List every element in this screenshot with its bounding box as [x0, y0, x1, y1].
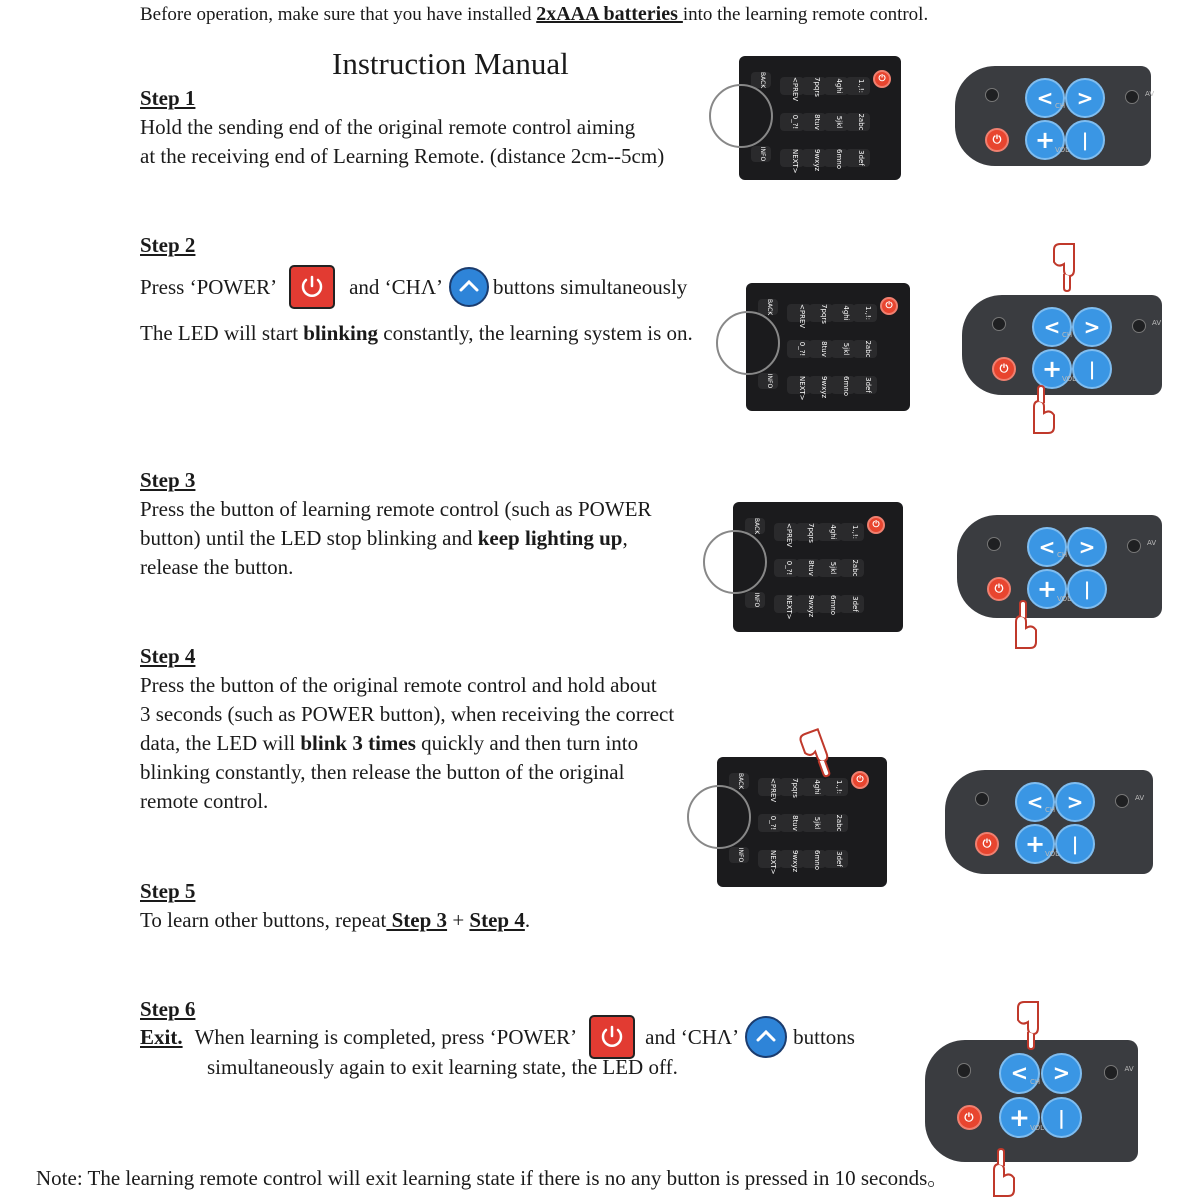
remote-key: INFO — [729, 847, 749, 863]
step1-line2: at the receiving end of Learning Remote. (distance 2cm--5cm) — [140, 144, 665, 168]
step3-line3: release the button. — [140, 555, 294, 579]
step4-block — [140, 642, 674, 816]
remote-key: 4ghi — [831, 304, 855, 322]
step3-heading: Step 3 — [140, 468, 196, 492]
remote-key: 7pqrs — [802, 77, 826, 95]
vol-label: VOL — [1062, 375, 1077, 383]
step2-line2: The LED will start blinking constantly, the learning system is on. — [140, 321, 693, 345]
remote-key: BACK — [729, 773, 749, 789]
original-remote-4 — [717, 757, 887, 887]
chevron-up-icon — [745, 1016, 787, 1058]
remote-key: NEXT> — [787, 376, 811, 394]
remote-key: 2abc — [846, 113, 870, 131]
remote-key: 3def — [853, 376, 877, 394]
remote-key: 8tuv — [796, 559, 820, 577]
intro-text: Before operation, make sure that you have installed 2xAAA batteries into the learning remote control. — [140, 3, 929, 25]
minus-icon: | — [1041, 1097, 1083, 1139]
plus-icon: + — [1027, 569, 1067, 609]
step3-line2: button) until the LED stop blinking and keep lighting up, — [140, 526, 628, 550]
footer-note: Note: The learning remote control will exit learning state if there is no any button is pressed in 10 seconds。 — [36, 1166, 949, 1190]
plus-icon: + — [999, 1097, 1041, 1139]
step1-heading: Step 1 — [140, 86, 196, 110]
remote-key: <PREV — [774, 523, 798, 541]
remote-key: <PREV — [780, 77, 804, 95]
chevron-left-icon: < — [1015, 782, 1055, 822]
remote-key: 9wxyz — [802, 149, 826, 167]
remote-key: INFO — [745, 592, 765, 608]
ch-label: CH — [1045, 806, 1056, 814]
minus-icon: | — [1067, 569, 1107, 609]
remote-key: 5jkl — [802, 814, 826, 832]
remote-key: 1.,!: — [824, 778, 848, 796]
step4-line5: remote control. — [140, 789, 269, 813]
learning-remote-1 — [955, 66, 1151, 166]
vol-label: VOL — [1030, 1124, 1045, 1132]
original-remote-1 — [739, 56, 901, 180]
remote-key: NEXT> — [780, 149, 804, 167]
remote-key: 1.,!: — [853, 304, 877, 322]
vol-label: VOL — [1057, 595, 1072, 603]
minus-icon: | — [1055, 824, 1095, 864]
remote-key: 8tuv — [780, 814, 804, 832]
pointing-hand-icon — [1048, 242, 1088, 292]
remote-key: BACK — [758, 299, 778, 315]
ch-label: CH — [1062, 331, 1073, 339]
remote-key: 4ghi — [824, 77, 848, 95]
av-label: AV — [1152, 319, 1162, 327]
remote-key: BACK — [745, 518, 765, 534]
remote-key: 2abc — [840, 559, 864, 577]
chevron-right-icon: > — [1072, 307, 1112, 347]
remote-key: 2abc — [853, 340, 877, 358]
vol-label: VOL — [1055, 146, 1070, 154]
chevron-left-icon: < — [1027, 527, 1067, 567]
remote-key: 6mno — [802, 850, 826, 868]
step1-block — [140, 84, 664, 171]
power-icon: ⏻ — [975, 832, 999, 856]
plus-icon: + — [1032, 349, 1072, 389]
remote-key: 8tuv — [809, 340, 833, 358]
remote-key: 5jkl — [818, 559, 842, 577]
step6-heading: Step 6 — [140, 997, 196, 1021]
step4-heading: Step 4 — [140, 644, 196, 668]
step6-line2: simultaneously again to exit learning state, the LED off. — [207, 1055, 678, 1079]
ch-label: CH — [1055, 102, 1066, 110]
remote-key: NEXT> — [758, 850, 782, 868]
vol-label: VOL — [1045, 850, 1060, 858]
learning-remote-2 — [962, 295, 1162, 395]
remote-key: 9wxyz — [796, 595, 820, 613]
learning-remote-4 — [945, 770, 1153, 874]
plus-icon: + — [1015, 824, 1055, 864]
page-title: Instruction Manual — [332, 46, 569, 81]
power-icon: ⏻ — [987, 577, 1011, 601]
remote-key: NEXT> — [774, 595, 798, 613]
remote-key: INFO — [751, 146, 771, 162]
step4-line3: data, the LED will blink 3 times quickly and then turn into — [140, 731, 639, 755]
av-label: AV — [1147, 539, 1157, 547]
learning-remote-5 — [925, 1040, 1138, 1162]
power-icon: ⏻ — [992, 357, 1016, 381]
power-icon — [289, 265, 335, 309]
step5-block — [140, 877, 530, 935]
chevron-right-icon: > — [1065, 78, 1105, 118]
remote-key: 6mno — [831, 376, 855, 394]
remote-key: 8tuv — [802, 113, 826, 131]
step3-block — [140, 466, 651, 582]
step4-line2: 3 seconds (such as POWER button), when receiving the correct — [140, 702, 675, 726]
remote-key: 5jkl — [824, 113, 848, 131]
original-remote-2 — [746, 283, 910, 411]
remote-key: 9wxyz — [780, 850, 804, 868]
remote-key: 6mno — [824, 149, 848, 167]
chevron-right-icon: > — [1041, 1053, 1083, 1095]
chevron-right-icon: > — [1067, 527, 1107, 567]
learning-remote-3 — [957, 515, 1162, 618]
step4-line4: blinking constantly, then release the button of the original — [140, 760, 625, 784]
remote-key: <PREV — [758, 778, 782, 796]
remote-key: 1.,!: — [840, 523, 864, 541]
remote-key: 5jkl — [831, 340, 855, 358]
remote-key: 2abc — [824, 814, 848, 832]
power-icon: ⏻ — [985, 128, 1009, 152]
original-remote-3 — [733, 502, 903, 632]
remote-key: 0_?! — [780, 113, 804, 131]
remote-key: 0_?! — [787, 340, 811, 358]
ch-label: CH — [1030, 1077, 1041, 1086]
power-icon: ⏻ — [957, 1105, 982, 1130]
remote-key: 3def — [840, 595, 864, 613]
minus-icon: | — [1065, 120, 1105, 160]
remote-key: INFO — [758, 373, 778, 389]
av-label: AV — [1135, 794, 1145, 802]
remote-key: 9wxyz — [809, 376, 833, 394]
chevron-left-icon: < — [1025, 78, 1065, 118]
remote-key: 4ghi — [802, 778, 826, 796]
remote-key: BACK — [751, 72, 771, 88]
power-icon: ⏻ — [873, 70, 891, 88]
remote-key: 0_?! — [774, 559, 798, 577]
remote-key: 7pqrs — [780, 778, 804, 796]
step1-line1: Hold the sending end of the original remote control aiming — [140, 115, 636, 139]
remote-key: 0_?! — [758, 814, 782, 832]
step2-heading: Step 2 — [140, 233, 196, 257]
remote-key: 3def — [824, 850, 848, 868]
chevron-left-icon: < — [999, 1053, 1041, 1095]
power-icon: ⏻ — [851, 771, 869, 789]
remote-key: 1.,!: — [846, 77, 870, 95]
chevron-left-icon: < — [1032, 307, 1072, 347]
chevron-right-icon: > — [1055, 782, 1095, 822]
power-icon: ⏻ — [880, 297, 898, 315]
av-label: AV — [1145, 90, 1155, 98]
remote-key: 3def — [846, 149, 870, 167]
minus-icon: | — [1072, 349, 1112, 389]
remote-key: 7pqrs — [809, 304, 833, 322]
plus-icon: + — [1025, 120, 1065, 160]
av-label: AV — [1124, 1065, 1134, 1074]
step6-line1: Exit. When learning is completed, press ‘POWER’ and ‘CHΛ’ buttons — [140, 1014, 855, 1060]
step5-text: To learn other buttons, repeat Step 3 + Step 4. — [140, 908, 531, 932]
remote-key: 4ghi — [818, 523, 842, 541]
step3-line1: Press the button of learning remote control (such as POWER — [140, 497, 652, 521]
remote-key: <PREV — [787, 304, 811, 322]
step4-line1: Press the button of the original remote control and hold about — [140, 673, 657, 697]
power-icon: ⏻ — [867, 516, 885, 534]
step5-heading: Step 5 — [140, 879, 196, 903]
ch-label: CH — [1057, 551, 1068, 559]
remote-key: 6mno — [818, 595, 842, 613]
remote-key: 7pqrs — [796, 523, 820, 541]
step2-line1: Press ‘POWER’ and ‘CHΛ’ buttons simultaneously — [140, 264, 687, 310]
chevron-up-icon — [449, 267, 489, 307]
